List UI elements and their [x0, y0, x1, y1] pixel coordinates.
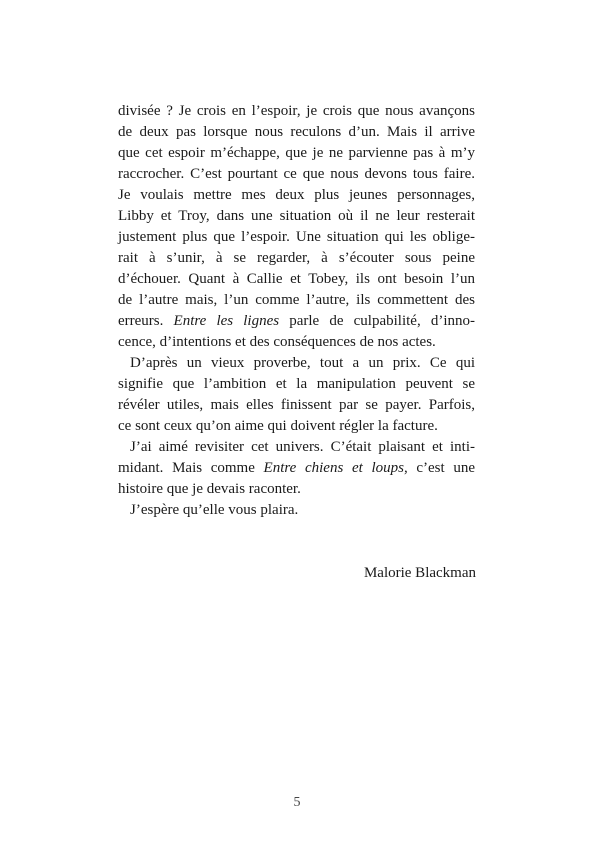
- text-line: [118, 311, 475, 332]
- text-line: que cet espoir m’échappe, que je ne parvienne pas à m’y: [118, 145, 475, 161]
- text-line: justement plus que l’espoir. Une situation qui les oblige-: [118, 229, 475, 245]
- text-line: divisée ? Je crois en l’espoir, je crois que nous avançons: [118, 103, 475, 119]
- text-line: révéler utiles, mais elles finissent par se payer. Parfois,: [118, 397, 475, 413]
- text-line: ce sont ceux qu’on aime qui doivent régler la facture.: [118, 418, 438, 434]
- text-line: D’après un vieux proverbe, tout a un prix. Ce qui: [130, 355, 475, 371]
- text-line: de l’autre mais, l’un comme l’autre, ils commettent des: [118, 292, 475, 308]
- text-line: raccrocher. C’est pourtant ce que nous devons tous faire.: [118, 166, 475, 182]
- text-line: rait à s’unir, à se regarder, à s’écouter sous peine: [118, 250, 475, 266]
- text-segment: midant. Mais comme: [118, 460, 264, 476]
- text-segment: , c’est une: [403, 460, 475, 476]
- text-segment: parle de culpabilité, d’inno-: [279, 313, 475, 329]
- text-segment: erreurs.: [118, 313, 174, 329]
- text-line: histoire que je devais raconter.: [118, 481, 301, 497]
- text-line: J’espère qu’elle vous plaira.: [130, 502, 299, 518]
- book-title-italic: Entre les lignes: [173, 313, 280, 329]
- text-line: cence, d’intentions et des conséquences de nos actes.: [118, 334, 436, 350]
- page-number: 5: [293, 795, 301, 810]
- text-line: de deux pas lorsque nous reculons d’un. Mais il arrive: [118, 124, 475, 140]
- text-line: [118, 458, 475, 479]
- text-line: Je voulais mettre mes deux plus jeunes personnages,: [118, 187, 475, 203]
- text-line: signifie que l’ambition et la manipulation peuvent se: [118, 376, 475, 392]
- author-signature: Malorie Blackman: [363, 565, 476, 581]
- book-title-italic: Entre chiens et loups: [263, 460, 404, 476]
- text-line: Libby et Troy, dans une situation où il ne leur resterait: [118, 208, 475, 224]
- text-line: d’échouer. Quant à Callie et Tobey, ils ont besoin l’un: [118, 271, 475, 287]
- body-text: [118, 101, 475, 521]
- text-line: J’ai aimé revisiter cet univers. C’était plaisant et inti-: [130, 439, 475, 455]
